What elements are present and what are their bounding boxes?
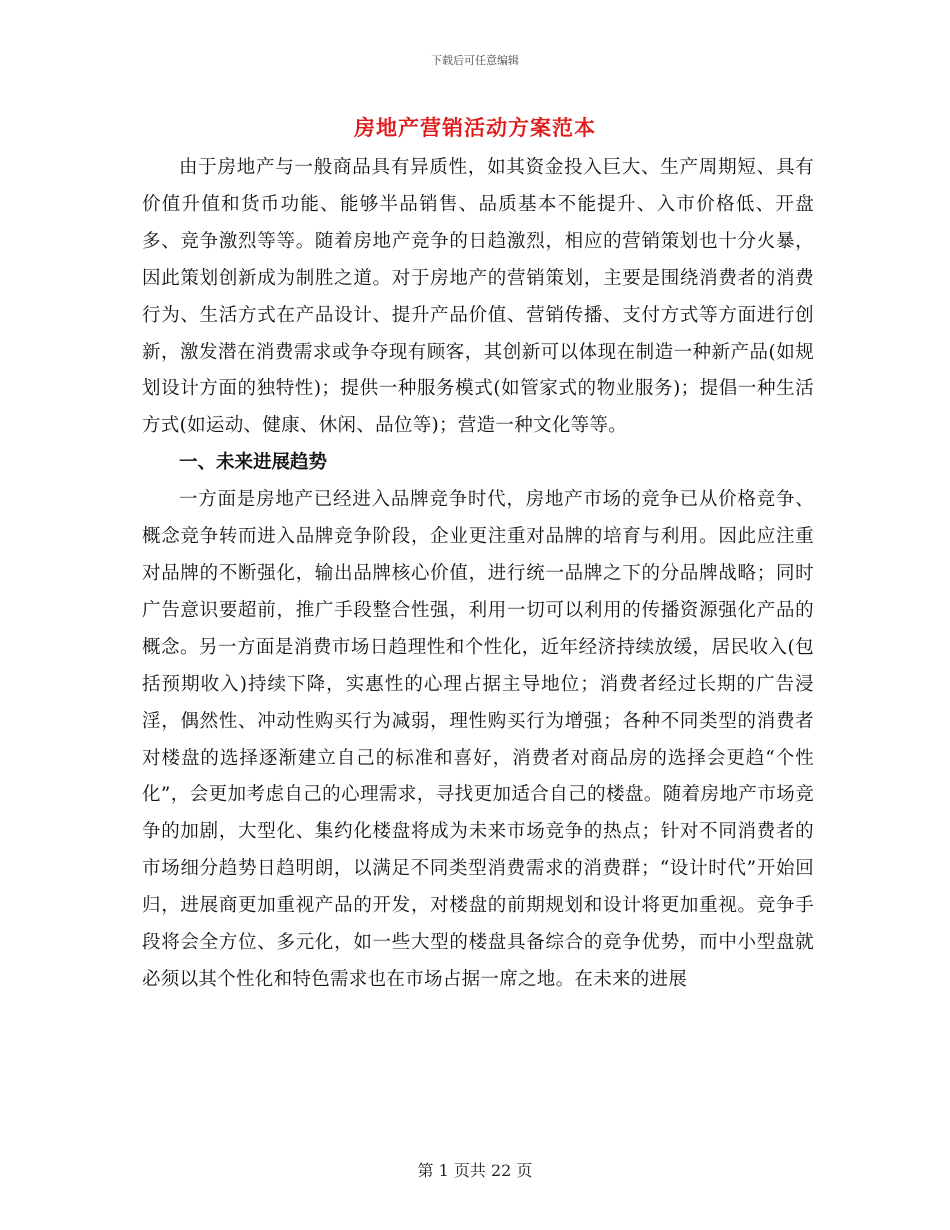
section-body-paragraph: 一方面是房地产已经进入品牌竞争时代，房地产市场的竞争已从价格竞争、概念竞争转而进入品牌竞争阶段，企业更注重对品牌的培育与利用。因此应注重对品牌的不断强化，输出品牌核心价值，进行统一品牌之下的分品牌战略；同时广告意识要超前，推广手段整合性强，利用一切可以利用的传播资源强化产品的概念。另一方面是消费市场日趋理性和个性化，近年经济持续放缓，居民收入(包括预期收入)持续下降，实惠性的心理占据主导地位；消费者经过长期的广告浸淫，偶然性、冲动性购买行为减弱，理性购买行为增强；各种不同类型的消费者对楼盘的选择逐渐建立自己的标准和喜好，消费者对商品房的选择会更趋“个性化”，会更加考虑自己的心理需求，寻找更加适合自己的楼盘。随着房地产市场竞争的加剧，大型化、集约化楼盘将成为未来市场竞争的热点；针对不同消费者的市场细分趋势日趋明朗，以满足不同类型消费需求的消费群；“设计时代”开始回归，进展商更加重视产品的开发，对楼盘的前期规划和设计将更加重视。竞争手段将会全方位、多元化，如一些大型的楼盘具备综合的竞争优势，而中小型盘就必须以其个性化和特色需求也在市场占据一席之地。在未来的进展: [142, 489, 814, 990]
document-body: [142, 150, 814, 999]
intro-paragraph: 由于房地产与一般商品具有异质性，如其资金投入巨大、生产周期短、具有价值升值和货币功能、能够半品销售、品质基本不能提升、入市价格低、开盘多、竞争激烈等等。随着房地产竞争的日趋激烈，相应的营销策划也十分火暴，因此策划创新成为制胜之道。对于房地产的营销策划，主要是围绕消费者的消费行为、生活方式在产品设计、提升产品价值、营销传播、支付方式等方面进行创新，激发潜在消费需求或争夺现有顾客，其创新可以体现在制造一种新产品(如规划设计方面的独特性)；提供一种服务模式(如管家式的物业服务)；提倡一种生活方式(如运动、健康、休闲、品位等)；营造一种文化等等。: [142, 157, 814, 437]
section-heading-future-trends: 一、未来进展趋势: [179, 452, 328, 474]
page-header-note: 下载后可任意编辑: [431, 54, 519, 67]
page-number: 第 1 页共 22 页: [417, 1161, 533, 1180]
document-title: 房地产营销活动方案范本: [354, 116, 596, 140]
